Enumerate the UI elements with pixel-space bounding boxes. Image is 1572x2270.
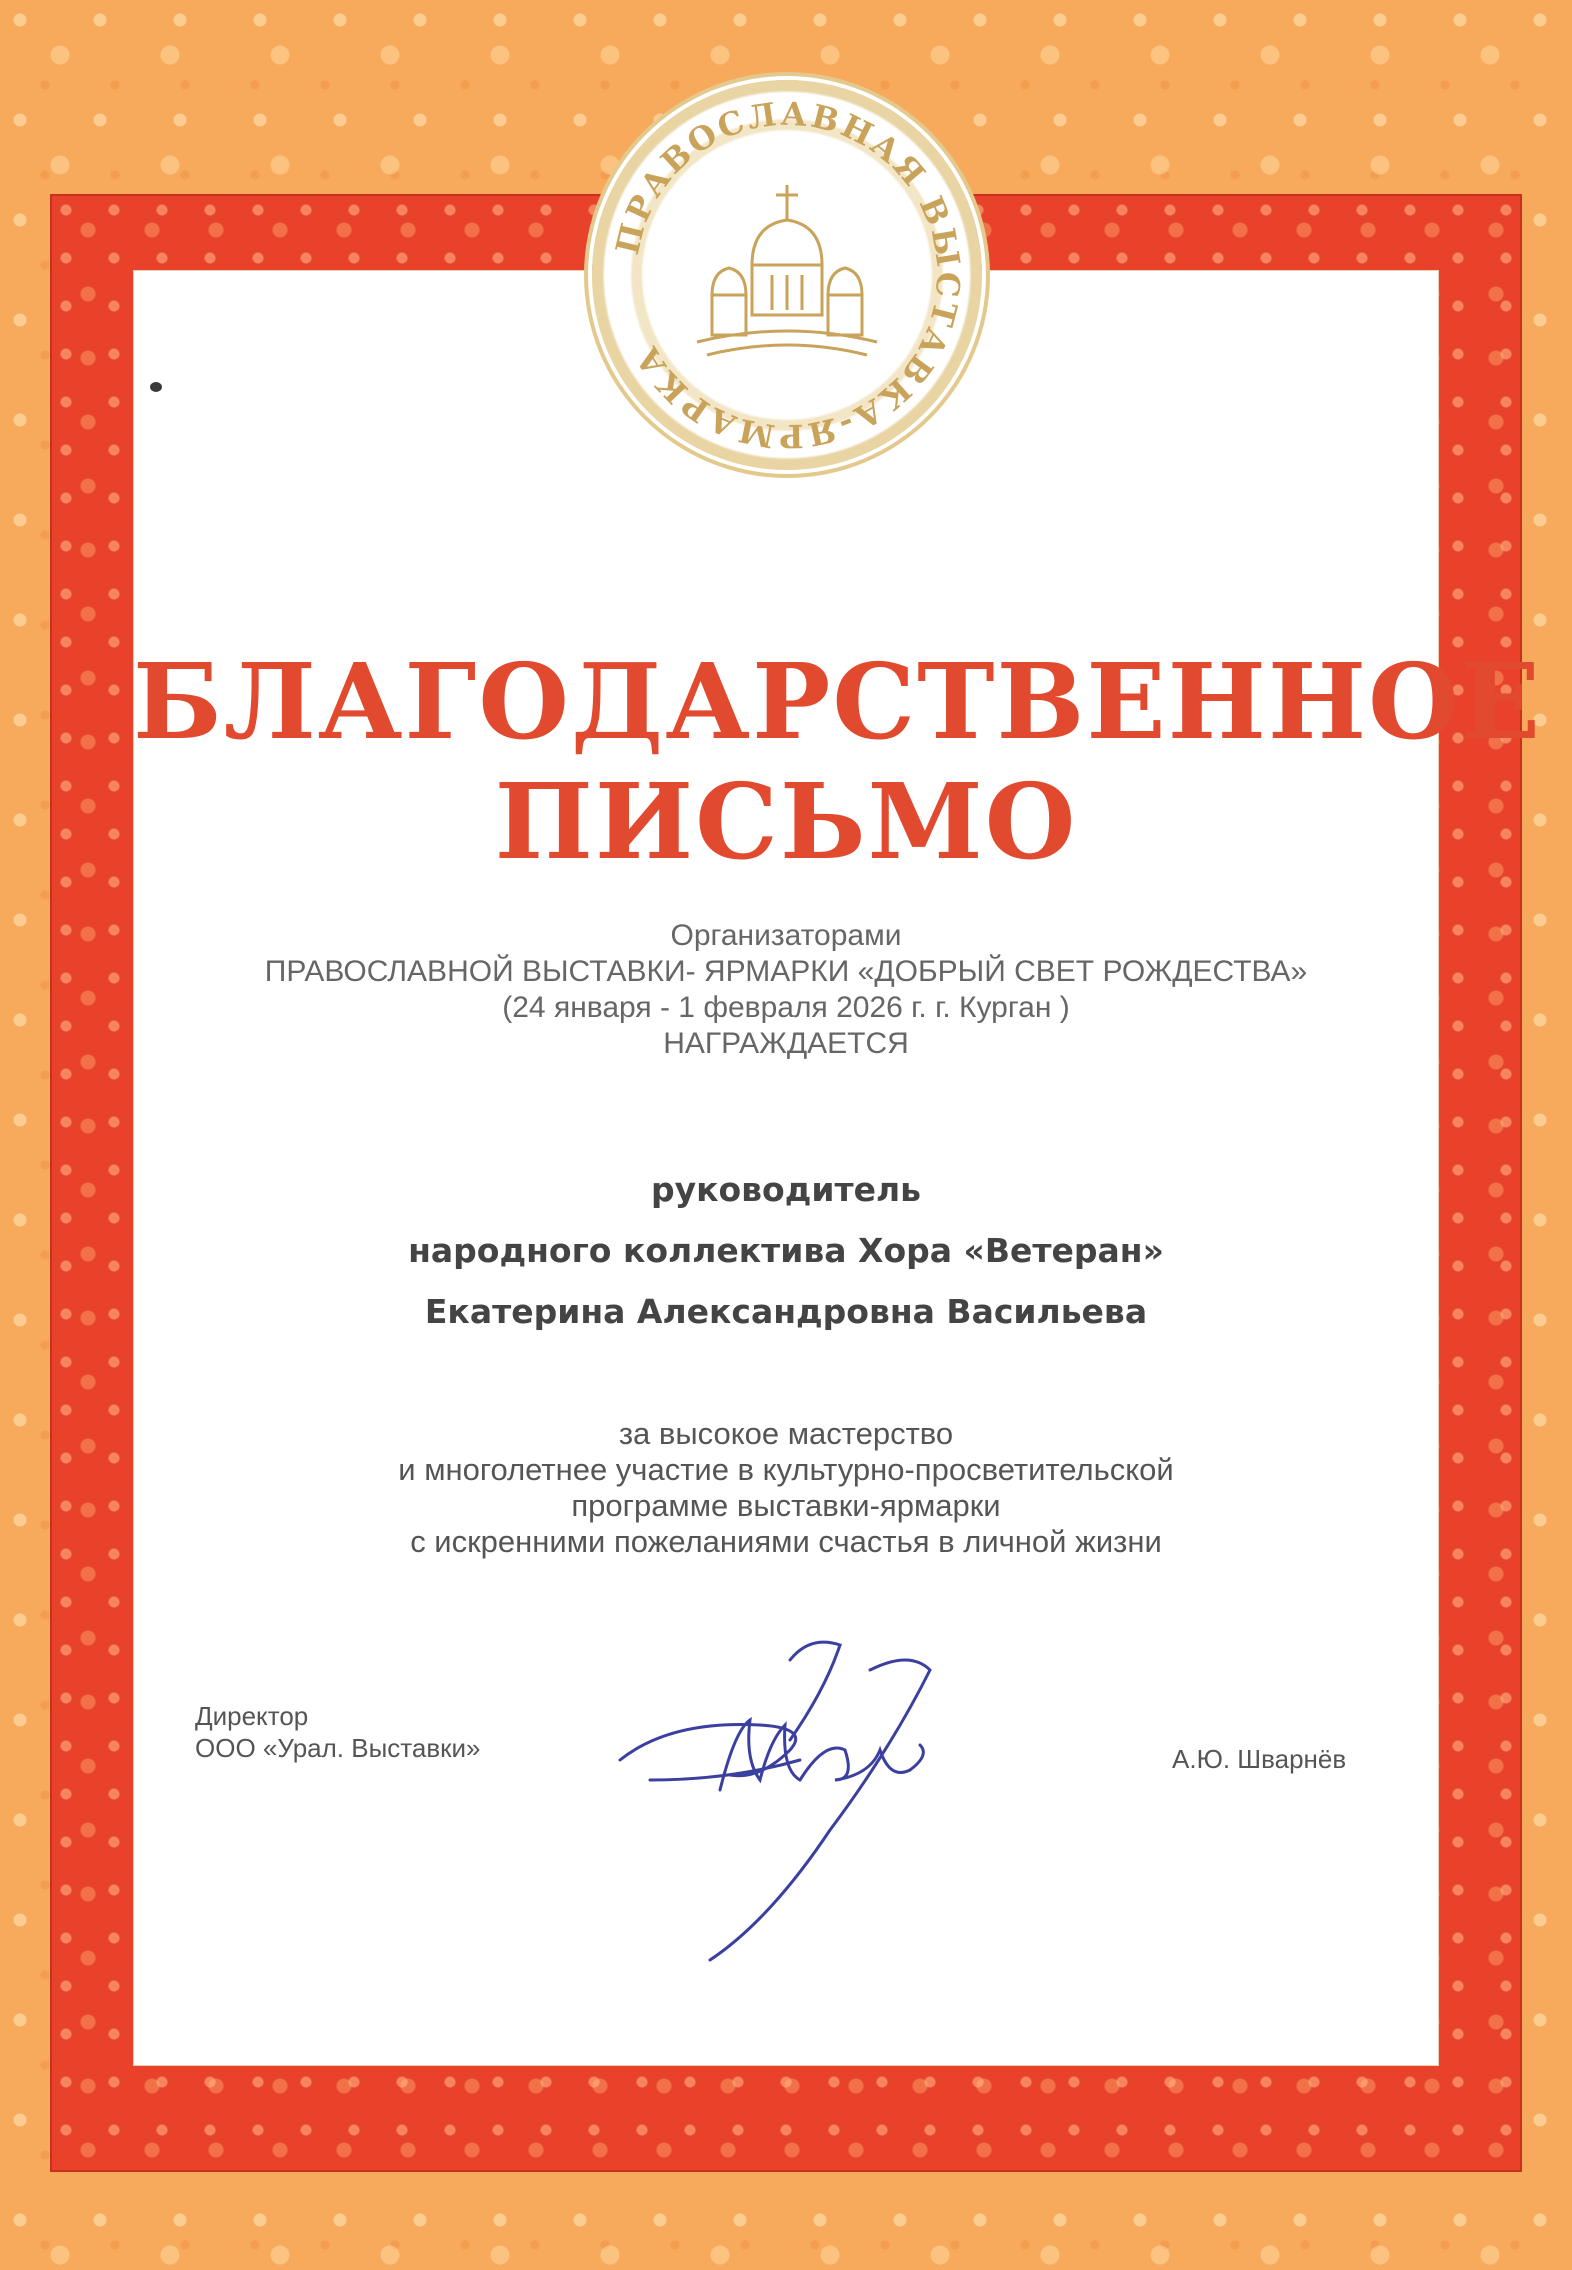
emblem-svg [592,80,982,470]
awardee-collective: народного коллектива Хора «Ветеран» [408,1231,1164,1270]
reason-line-3: программе выставки-ярмарки [571,1488,1001,1523]
signatory-name: А.Ю. Шварнёв [1172,1744,1347,1774]
organizer-intro [133,918,1439,1062]
reason-line-1: за высокое мастерство [618,1416,954,1451]
signatory-company: ООО «Урал. Выставки» [195,1733,481,1763]
intro-line-3: (24 января - 1 февраля 2026 г. г. Курган ) [502,991,1070,1024]
title-line-2: ПИСЬМО [494,760,1078,883]
handwritten-signature [610,1630,1030,1970]
emblem-ring-text: ПРАВОСЛАВНАЯ ВЫСТАВКА-ЯРМАРКА [608,94,968,456]
intro-line-2: ПРАВОСЛАВНОЙ ВЫСТАВКИ- ЯРМАРКИ «ДОБРЫЙ СВЕТ РОЖДЕСТВА» [264,955,1308,988]
reason-line-2: и многолетнее участие в культурно-просветительской [398,1452,1174,1487]
signatory-position: Директор [195,1701,309,1731]
awardee-block [133,1170,1439,1353]
award-reason [133,1416,1439,1560]
intro-line-1: Организаторами [670,919,902,952]
signatory-title [195,1700,481,1764]
church-domes-icon [697,185,877,355]
exhibition-emblem [592,80,982,470]
intro-line-4: НАГРАЖДАЕТСЯ [663,1027,909,1060]
reason-line-4: с искренними пожеланиями счастья в личной жизни [410,1524,1162,1559]
title-line-1: БЛАГОДАРСТВЕННОЕ [133,640,1543,763]
scan-speck [150,382,162,392]
awardee-role: руководитель [650,1170,922,1209]
awardee-name: Екатерина Александровна Васильева [424,1292,1148,1331]
